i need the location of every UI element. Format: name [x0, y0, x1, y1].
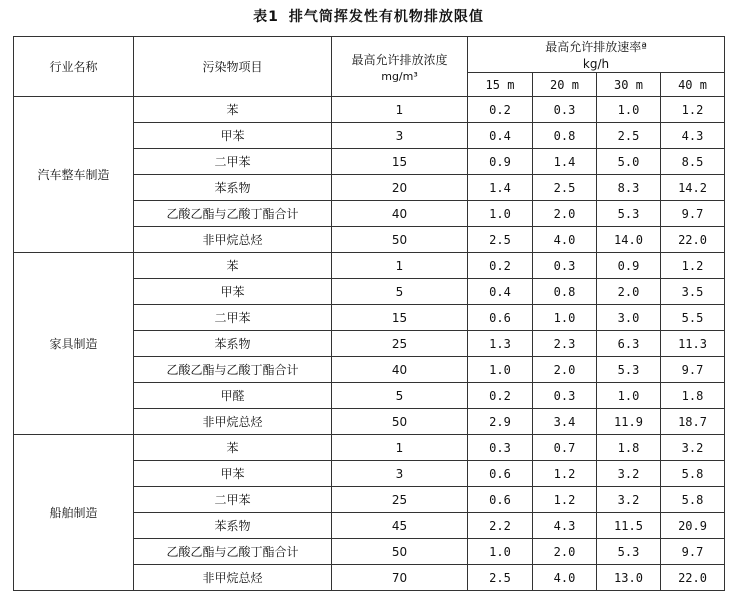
rate-20m-cell: 2.3	[533, 331, 597, 357]
pollutant-cell: 甲苯	[134, 123, 332, 149]
rate-30m-cell: 3.2	[597, 461, 661, 487]
table-row	[14, 253, 725, 279]
concentration-cell: 50	[332, 227, 468, 253]
rate-40m-cell: 3.5	[661, 279, 725, 305]
concentration-cell: 50	[332, 409, 468, 435]
table-title: 排气筒挥发性有机物排放限值	[288, 9, 484, 25]
rate-20m-cell: 0.3	[533, 383, 597, 409]
rate-30m-cell: 6.3	[597, 331, 661, 357]
rate-15m-cell: 1.0	[468, 539, 533, 565]
rate-15m-cell: 1.4	[468, 175, 533, 201]
rate-15m-cell: 0.6	[468, 305, 533, 331]
header-height-40: 40 m	[661, 73, 725, 97]
concentration-cell: 5	[332, 383, 468, 409]
rate-40m-cell: 9.7	[661, 539, 725, 565]
rate-15m-cell: 0.4	[468, 279, 533, 305]
rate-30m-cell: 5.3	[597, 357, 661, 383]
pollutant-cell: 苯	[134, 97, 332, 123]
rate-40m-cell: 11.3	[661, 331, 725, 357]
concentration-cell: 1	[332, 253, 468, 279]
header-concentration	[332, 37, 468, 97]
rate-20m-cell: 1.0	[533, 305, 597, 331]
concentration-cell: 25	[332, 331, 468, 357]
rate-40m-cell: 1.8	[661, 383, 725, 409]
rate-15m-cell: 0.2	[468, 253, 533, 279]
header-height-30: 30 m	[597, 73, 661, 97]
rate-40m-cell: 8.5	[661, 149, 725, 175]
pollutant-cell: 乙酸乙酯与乙酸丁酯合计	[134, 201, 332, 227]
rate-20m-cell: 1.4	[533, 149, 597, 175]
rate-20m-cell: 4.0	[533, 227, 597, 253]
rate-20m-cell: 0.8	[533, 123, 597, 149]
rate-20m-cell: 1.2	[533, 461, 597, 487]
rate-40m-cell: 9.7	[661, 201, 725, 227]
table-row	[14, 97, 725, 123]
header-row	[14, 37, 725, 73]
pollutant-cell: 甲醛	[134, 383, 332, 409]
concentration-cell: 25	[332, 487, 468, 513]
rate-30m-cell: 1.8	[597, 435, 661, 461]
concentration-cell: 15	[332, 305, 468, 331]
pollutant-cell: 苯系物	[134, 513, 332, 539]
pollutant-cell: 非甲烷总烃	[134, 227, 332, 253]
rate-20m-cell: 0.3	[533, 97, 597, 123]
rate-30m-cell: 11.5	[597, 513, 661, 539]
pollutant-cell: 二甲苯	[134, 149, 332, 175]
rate-30m-cell: 5.3	[597, 539, 661, 565]
header-rate-unit: kg/h	[582, 57, 610, 71]
header-pollutant: 污染物项目	[134, 37, 332, 97]
table-row	[14, 435, 725, 461]
rate-30m-cell: 0.9	[597, 253, 661, 279]
rate-30m-cell: 13.0	[597, 565, 661, 591]
rate-40m-cell: 1.2	[661, 253, 725, 279]
concentration-cell: 3	[332, 461, 468, 487]
table-caption	[0, 6, 737, 26]
header-rate	[468, 37, 725, 73]
rate-40m-cell: 20.9	[661, 513, 725, 539]
rate-15m-cell: 0.4	[468, 123, 533, 149]
header-industry: 行业名称	[14, 37, 134, 97]
concentration-cell: 70	[332, 565, 468, 591]
header-rate-label: 最高允许排放速率ª	[545, 40, 647, 54]
rate-30m-cell: 2.5	[597, 123, 661, 149]
rate-30m-cell: 14.0	[597, 227, 661, 253]
rate-15m-cell: 2.2	[468, 513, 533, 539]
rate-15m-cell: 0.6	[468, 461, 533, 487]
rate-20m-cell: 2.0	[533, 357, 597, 383]
rate-30m-cell: 1.0	[597, 383, 661, 409]
pollutant-cell: 甲苯	[134, 279, 332, 305]
pollutant-cell: 非甲烷总烃	[134, 565, 332, 591]
rate-15m-cell: 2.9	[468, 409, 533, 435]
pollutant-cell: 乙酸乙酯与乙酸丁酯合计	[134, 539, 332, 565]
rate-40m-cell: 9.7	[661, 357, 725, 383]
pollutant-cell: 甲苯	[134, 461, 332, 487]
pollutant-cell: 非甲烷总烃	[134, 409, 332, 435]
concentration-cell: 1	[332, 97, 468, 123]
rate-20m-cell: 4.0	[533, 565, 597, 591]
concentration-cell: 40	[332, 357, 468, 383]
rate-40m-cell: 14.2	[661, 175, 725, 201]
rate-40m-cell: 18.7	[661, 409, 725, 435]
rate-20m-cell: 1.2	[533, 487, 597, 513]
rate-20m-cell: 0.7	[533, 435, 597, 461]
rate-15m-cell: 0.3	[468, 435, 533, 461]
pollutant-cell: 苯系物	[134, 175, 332, 201]
pollutant-cell: 苯	[134, 253, 332, 279]
rate-40m-cell: 5.5	[661, 305, 725, 331]
rate-15m-cell: 1.0	[468, 357, 533, 383]
concentration-cell: 40	[332, 201, 468, 227]
rate-20m-cell: 2.5	[533, 175, 597, 201]
rate-20m-cell: 4.3	[533, 513, 597, 539]
header-height-15: 15 m	[468, 73, 533, 97]
concentration-cell: 1	[332, 435, 468, 461]
industry-cell: 船舶制造	[14, 435, 134, 591]
rate-30m-cell: 8.3	[597, 175, 661, 201]
rate-15m-cell: 0.2	[468, 383, 533, 409]
rate-30m-cell: 11.9	[597, 409, 661, 435]
rate-20m-cell: 2.0	[533, 201, 597, 227]
pollutant-cell: 苯系物	[134, 331, 332, 357]
rate-15m-cell: 1.0	[468, 201, 533, 227]
emission-limits-table	[13, 36, 725, 591]
concentration-cell: 15	[332, 149, 468, 175]
pollutant-cell: 乙酸乙酯与乙酸丁酯合计	[134, 357, 332, 383]
industry-cell: 汽车整车制造	[14, 97, 134, 253]
rate-15m-cell: 2.5	[468, 565, 533, 591]
industry-cell: 家具制造	[14, 253, 134, 435]
rate-30m-cell: 3.2	[597, 487, 661, 513]
rate-40m-cell: 22.0	[661, 565, 725, 591]
rate-15m-cell: 2.5	[468, 227, 533, 253]
concentration-cell: 45	[332, 513, 468, 539]
header-height-20: 20 m	[533, 73, 597, 97]
concentration-cell: 50	[332, 539, 468, 565]
rate-40m-cell: 22.0	[661, 227, 725, 253]
table-number: 表1	[253, 9, 279, 25]
rate-40m-cell: 5.8	[661, 487, 725, 513]
rate-15m-cell: 0.6	[468, 487, 533, 513]
concentration-cell: 20	[332, 175, 468, 201]
rate-20m-cell: 0.3	[533, 253, 597, 279]
rate-20m-cell: 3.4	[533, 409, 597, 435]
header-concentration-label: 最高允许排放浓度	[351, 52, 448, 67]
rate-15m-cell: 1.3	[468, 331, 533, 357]
rate-30m-cell: 3.0	[597, 305, 661, 331]
pollutant-cell: 二甲苯	[134, 487, 332, 513]
rate-30m-cell: 5.0	[597, 149, 661, 175]
rate-15m-cell: 0.2	[468, 97, 533, 123]
rate-40m-cell: 4.3	[661, 123, 725, 149]
rate-20m-cell: 2.0	[533, 539, 597, 565]
rate-30m-cell: 2.0	[597, 279, 661, 305]
rate-15m-cell: 0.9	[468, 149, 533, 175]
table-body	[14, 97, 725, 591]
rate-30m-cell: 1.0	[597, 97, 661, 123]
rate-20m-cell: 0.8	[533, 279, 597, 305]
rate-40m-cell: 3.2	[661, 435, 725, 461]
header-concentration-unit: mg/m³	[381, 69, 418, 83]
concentration-cell: 5	[332, 279, 468, 305]
rate-40m-cell: 1.2	[661, 97, 725, 123]
concentration-cell: 3	[332, 123, 468, 149]
pollutant-cell: 苯	[134, 435, 332, 461]
pollutant-cell: 二甲苯	[134, 305, 332, 331]
rate-30m-cell: 5.3	[597, 201, 661, 227]
rate-40m-cell: 5.8	[661, 461, 725, 487]
